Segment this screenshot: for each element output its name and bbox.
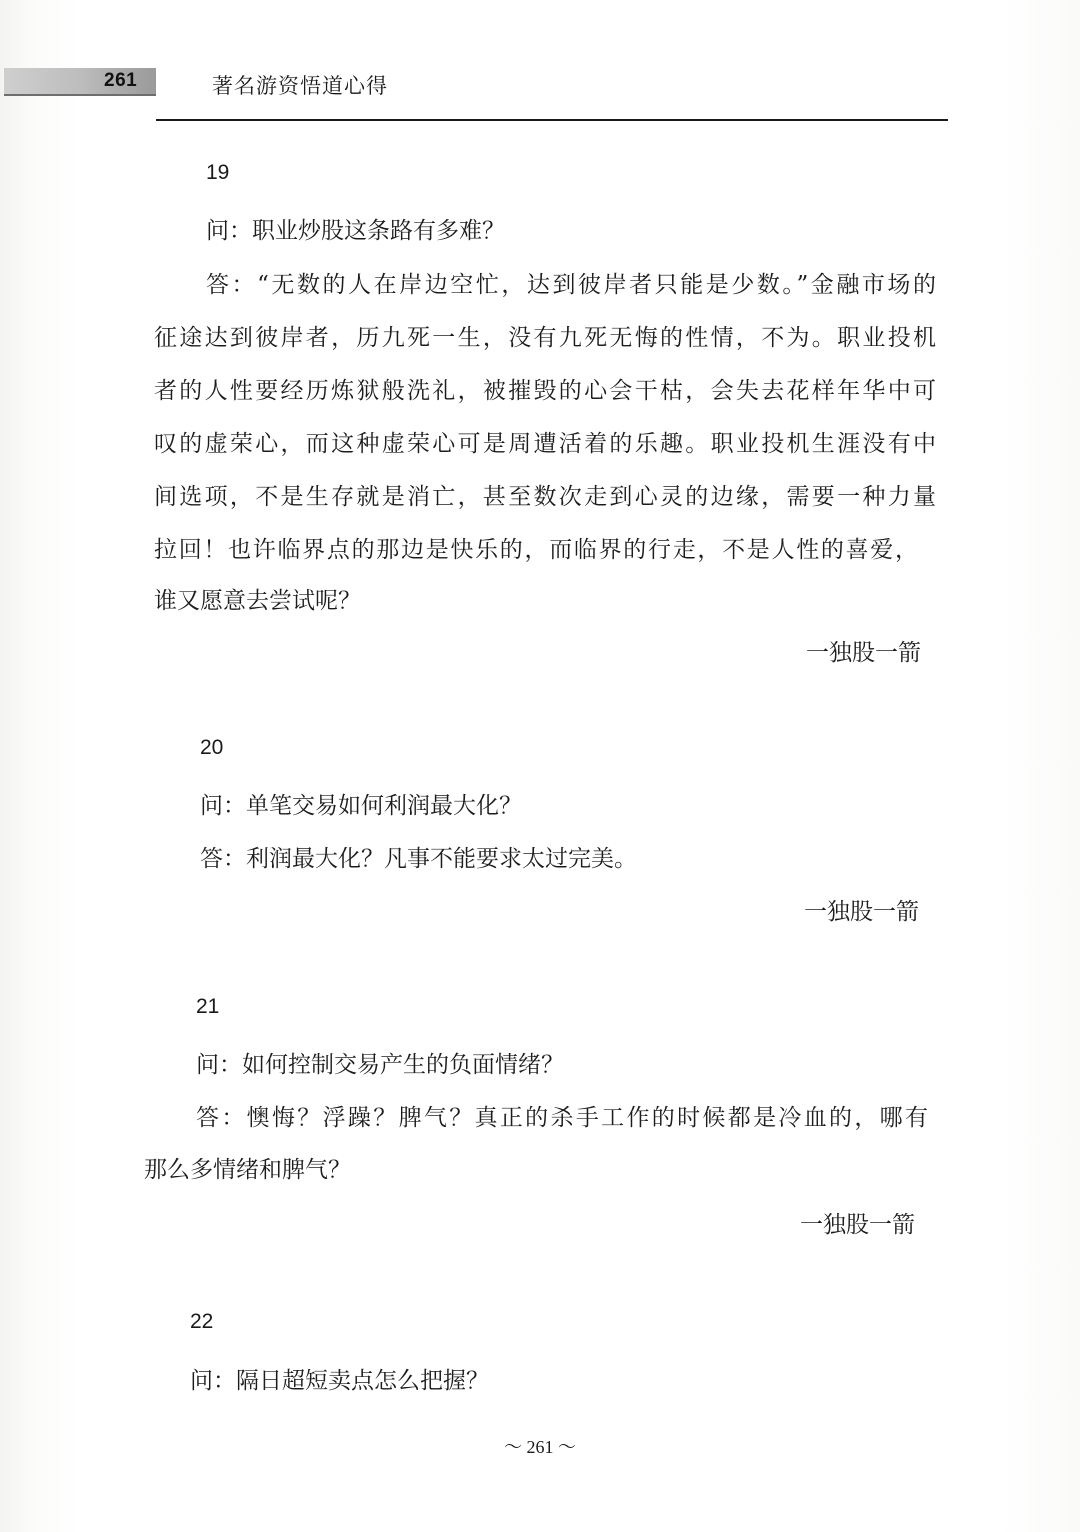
- section-19-answer-line-7: 谁又愿意去尝试呢？: [154, 588, 361, 614]
- section-number-21: 21: [196, 995, 220, 1018]
- section-19-question: 问：职业炒股这条路有多难？: [206, 218, 505, 244]
- section-19-answer-line-5: 间选项，不是生存就是消亡，甚至数次走到心灵的边缘，需要一种力量: [154, 484, 936, 510]
- footer-page-number: ～ 261 ～: [504, 1437, 576, 1457]
- header-book-title: 著名游资悟道心得: [212, 74, 388, 98]
- section-number-19: 19: [206, 161, 230, 184]
- section-20-question: 问：单笔交易如何利润最大化？: [200, 793, 522, 819]
- section-20-signature: 一独股一箭: [804, 899, 919, 925]
- section-19-answer-line-1: 答：“无数的人在岸边空忙，达到彼岸者只能是少数。”金融市场的: [206, 272, 936, 298]
- header-rule: [156, 119, 948, 121]
- section-number-20: 20: [200, 736, 224, 759]
- section-19-signature: 一独股一箭: [806, 640, 921, 666]
- section-number-22: 22: [190, 1310, 214, 1333]
- section-19-answer-line-6: 拉回！也许临界点的那边是快乐的，而临界的行走，不是人性的喜爱，: [154, 537, 918, 563]
- section-21-signature: 一独股一箭: [800, 1212, 915, 1238]
- section-21-answer-line-1: 答：懊悔？浮躁？脾气？真正的杀手工作的时候都是冷血的，哪有: [196, 1105, 928, 1131]
- section-21-question: 问：如何控制交易产生的负面情绪？: [196, 1052, 564, 1078]
- section-21-answer-line-2: 那么多情绪和脾气？: [144, 1157, 351, 1183]
- header-page-number: 261: [104, 70, 138, 91]
- section-19-answer-line-4: 叹的虚荣心，而这种虚荣心可是周遭活着的乐趣。职业投机生涯没有中: [154, 431, 936, 457]
- section-19-answer-line-2: 征途达到彼岸者，历九死一生，没有九死无悔的性情，不为。职业投机: [154, 325, 936, 351]
- section-20-answer-line-1: 答：利润最大化？凡事不能要求太过完美。: [200, 846, 637, 872]
- section-19-answer-line-3: 者的人性要经历炼狱般洗礼，被摧毁的心会干枯，会失去花样年华中可: [154, 378, 936, 404]
- section-22-question: 问：隔日超短卖点怎么把握？: [190, 1368, 489, 1394]
